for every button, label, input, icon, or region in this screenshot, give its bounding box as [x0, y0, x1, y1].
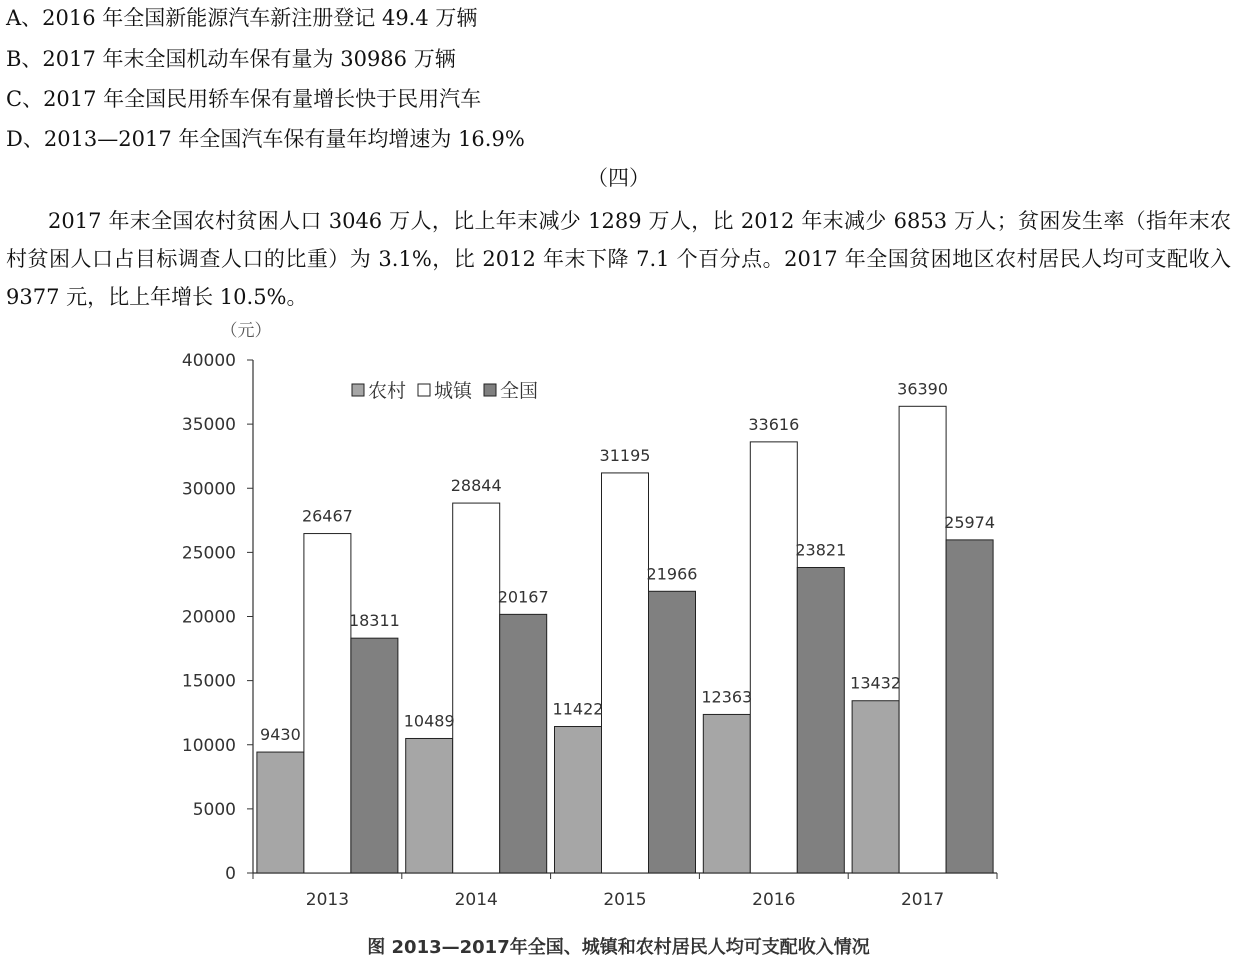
bar-value-label: 20167 [497, 587, 549, 607]
bar [351, 638, 398, 873]
y-tick-label: 25000 [181, 543, 236, 564]
bar-value-label: 21966 [646, 564, 698, 584]
bar [406, 738, 453, 873]
legend-label: 农村 [368, 380, 407, 402]
bar [797, 567, 844, 873]
option-c: C、2017 年全国民用轿车保有量增长快于民用汽车 [6, 87, 482, 111]
bar [649, 591, 696, 873]
bar-value-label: 31195 [599, 445, 651, 465]
legend-swatch [418, 384, 430, 396]
bar [500, 614, 547, 873]
bar-value-label: 28844 [450, 476, 502, 496]
y-tick-label: 0 [225, 864, 236, 884]
bar-value-label: 25974 [944, 512, 996, 532]
bar [703, 714, 750, 873]
chart-caption: 图 2013—2017年全国、城镇和农村居民人均可支配收入情况 [367, 937, 870, 958]
section-heading: （四） [587, 166, 650, 190]
x-tick-label: 2015 [603, 890, 647, 910]
legend-label: 城镇 [434, 380, 473, 402]
y-tick-label: 35000 [181, 415, 236, 436]
bar-value-label: 26467 [301, 506, 353, 526]
bar-value-label: 23821 [795, 540, 847, 560]
chart-bars [257, 406, 996, 873]
legend-label: 全国 [500, 380, 539, 402]
bar [852, 701, 899, 873]
bar [899, 406, 946, 873]
bar [602, 473, 649, 873]
body-paragraph: 2017 年末全国农村贫困人口 3046 万人，比上年末减少 1289 万人，比 2012 年末减少 6853 万人；贫困发生率（指年末农村贫困人口占目标调查人口的比重）为 3.1%，比 2012 年末下降 7.1 个百分点。2017 年全国贫困地区农村居民人均可支配收入 9377 元，比上年增长 10.5%。 [6, 209, 1231, 309]
y-tick-label: 20000 [181, 607, 236, 628]
bar-value-label: 36390 [897, 379, 949, 399]
y-tick-label: 30000 [181, 479, 236, 500]
y-tick-label: 15000 [181, 671, 236, 692]
y-tick-label: 10000 [181, 735, 236, 756]
bar-value-label: 9430 [260, 725, 301, 745]
bar-value-label: 33616 [748, 414, 800, 434]
bar [257, 752, 304, 873]
y-tick-label: 40000 [181, 351, 236, 371]
income-bar-chart [0, 310, 1237, 930]
bar [304, 534, 351, 873]
y-tick-label: 5000 [192, 799, 236, 820]
bar-value-label: 13432 [850, 673, 902, 693]
option-b: B、2017 年末全国机动车保有量为 30986 万辆 [6, 47, 456, 71]
x-tick-label: 2016 [752, 890, 796, 910]
option-d: D、2013—2017 年全国汽车保有量年均增速为 16.9% [6, 127, 525, 151]
bar-value-label: 10489 [403, 711, 455, 731]
legend-swatch [484, 384, 496, 396]
bar [555, 727, 602, 873]
bar [453, 503, 500, 873]
bar-value-label: 11422 [552, 699, 604, 719]
legend-swatch [352, 384, 364, 396]
chart-legend [352, 380, 538, 402]
bar-value-label: 12363 [701, 687, 753, 707]
x-tick-label: 2017 [900, 890, 945, 910]
bar [946, 540, 993, 873]
option-a: A、2016 年全国新能源汽车新注册登记 49.4 万辆 [6, 6, 478, 30]
bar-value-label: 18311 [348, 611, 400, 631]
x-tick-label: 2013 [305, 890, 350, 910]
y-axis-unit-label: （元） [220, 321, 272, 341]
x-tick-label: 2014 [454, 890, 498, 910]
bar [750, 442, 797, 873]
